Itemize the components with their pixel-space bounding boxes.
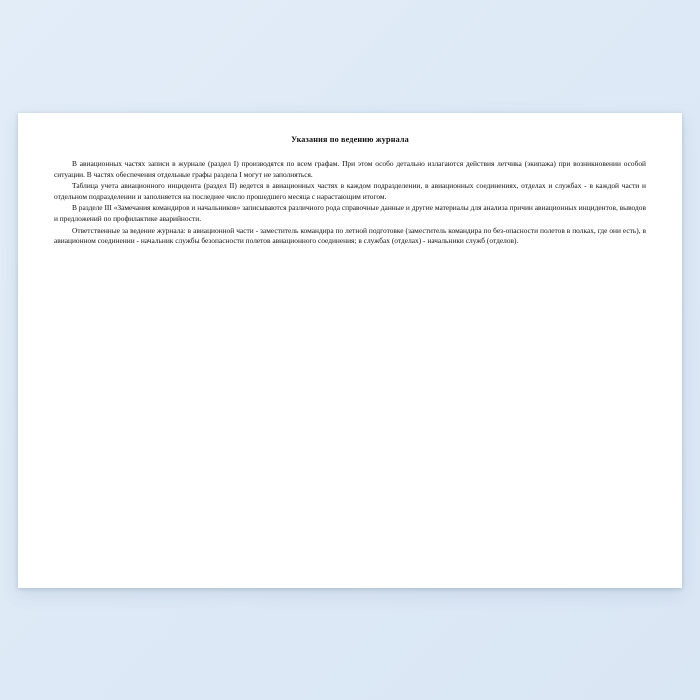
paragraph-3: В разделе III «Замечания командиров и начальников» записываются различного рода справочные данные и другие материалы для анализа причин авиационных инцидентов, выводов и предложений по профилактике аварийности. — [54, 203, 646, 224]
paragraph-2: Таблица учета авиационного инцидента (раздел II) ведется в авиационных частях в каждом подразделении, в авиационных соединениях, отделах и службах - в каждой части и отдельном подразделении и заполняется на последнее число прошедшего месяца с нарастающим итогом. — [54, 181, 646, 201]
document-content — [54, 135, 646, 248]
page-title: Указания по ведению журнала — [291, 135, 409, 144]
document-page — [18, 113, 682, 588]
paragraph-4: Ответственные за ведение журнала: в авиационной части - заместитель командира по летной подготовке (заместитель командира по без-опасности полетов в полках, где они есть), в авиационном соединении - начальник службы безопасности полетов авиационного соединения; в службах (отделах) - начальники служб (отделов). — [54, 225, 646, 246]
paragraph-1: В авиационных частях записи в журнале (раздел I) производятся по всем графам. При этом особо детально излагаются действия летчика (экипажа) при возникновении особой ситуации. В частях обеспечения отдельные графы раздела I могут не заполняться. — [54, 158, 646, 179]
